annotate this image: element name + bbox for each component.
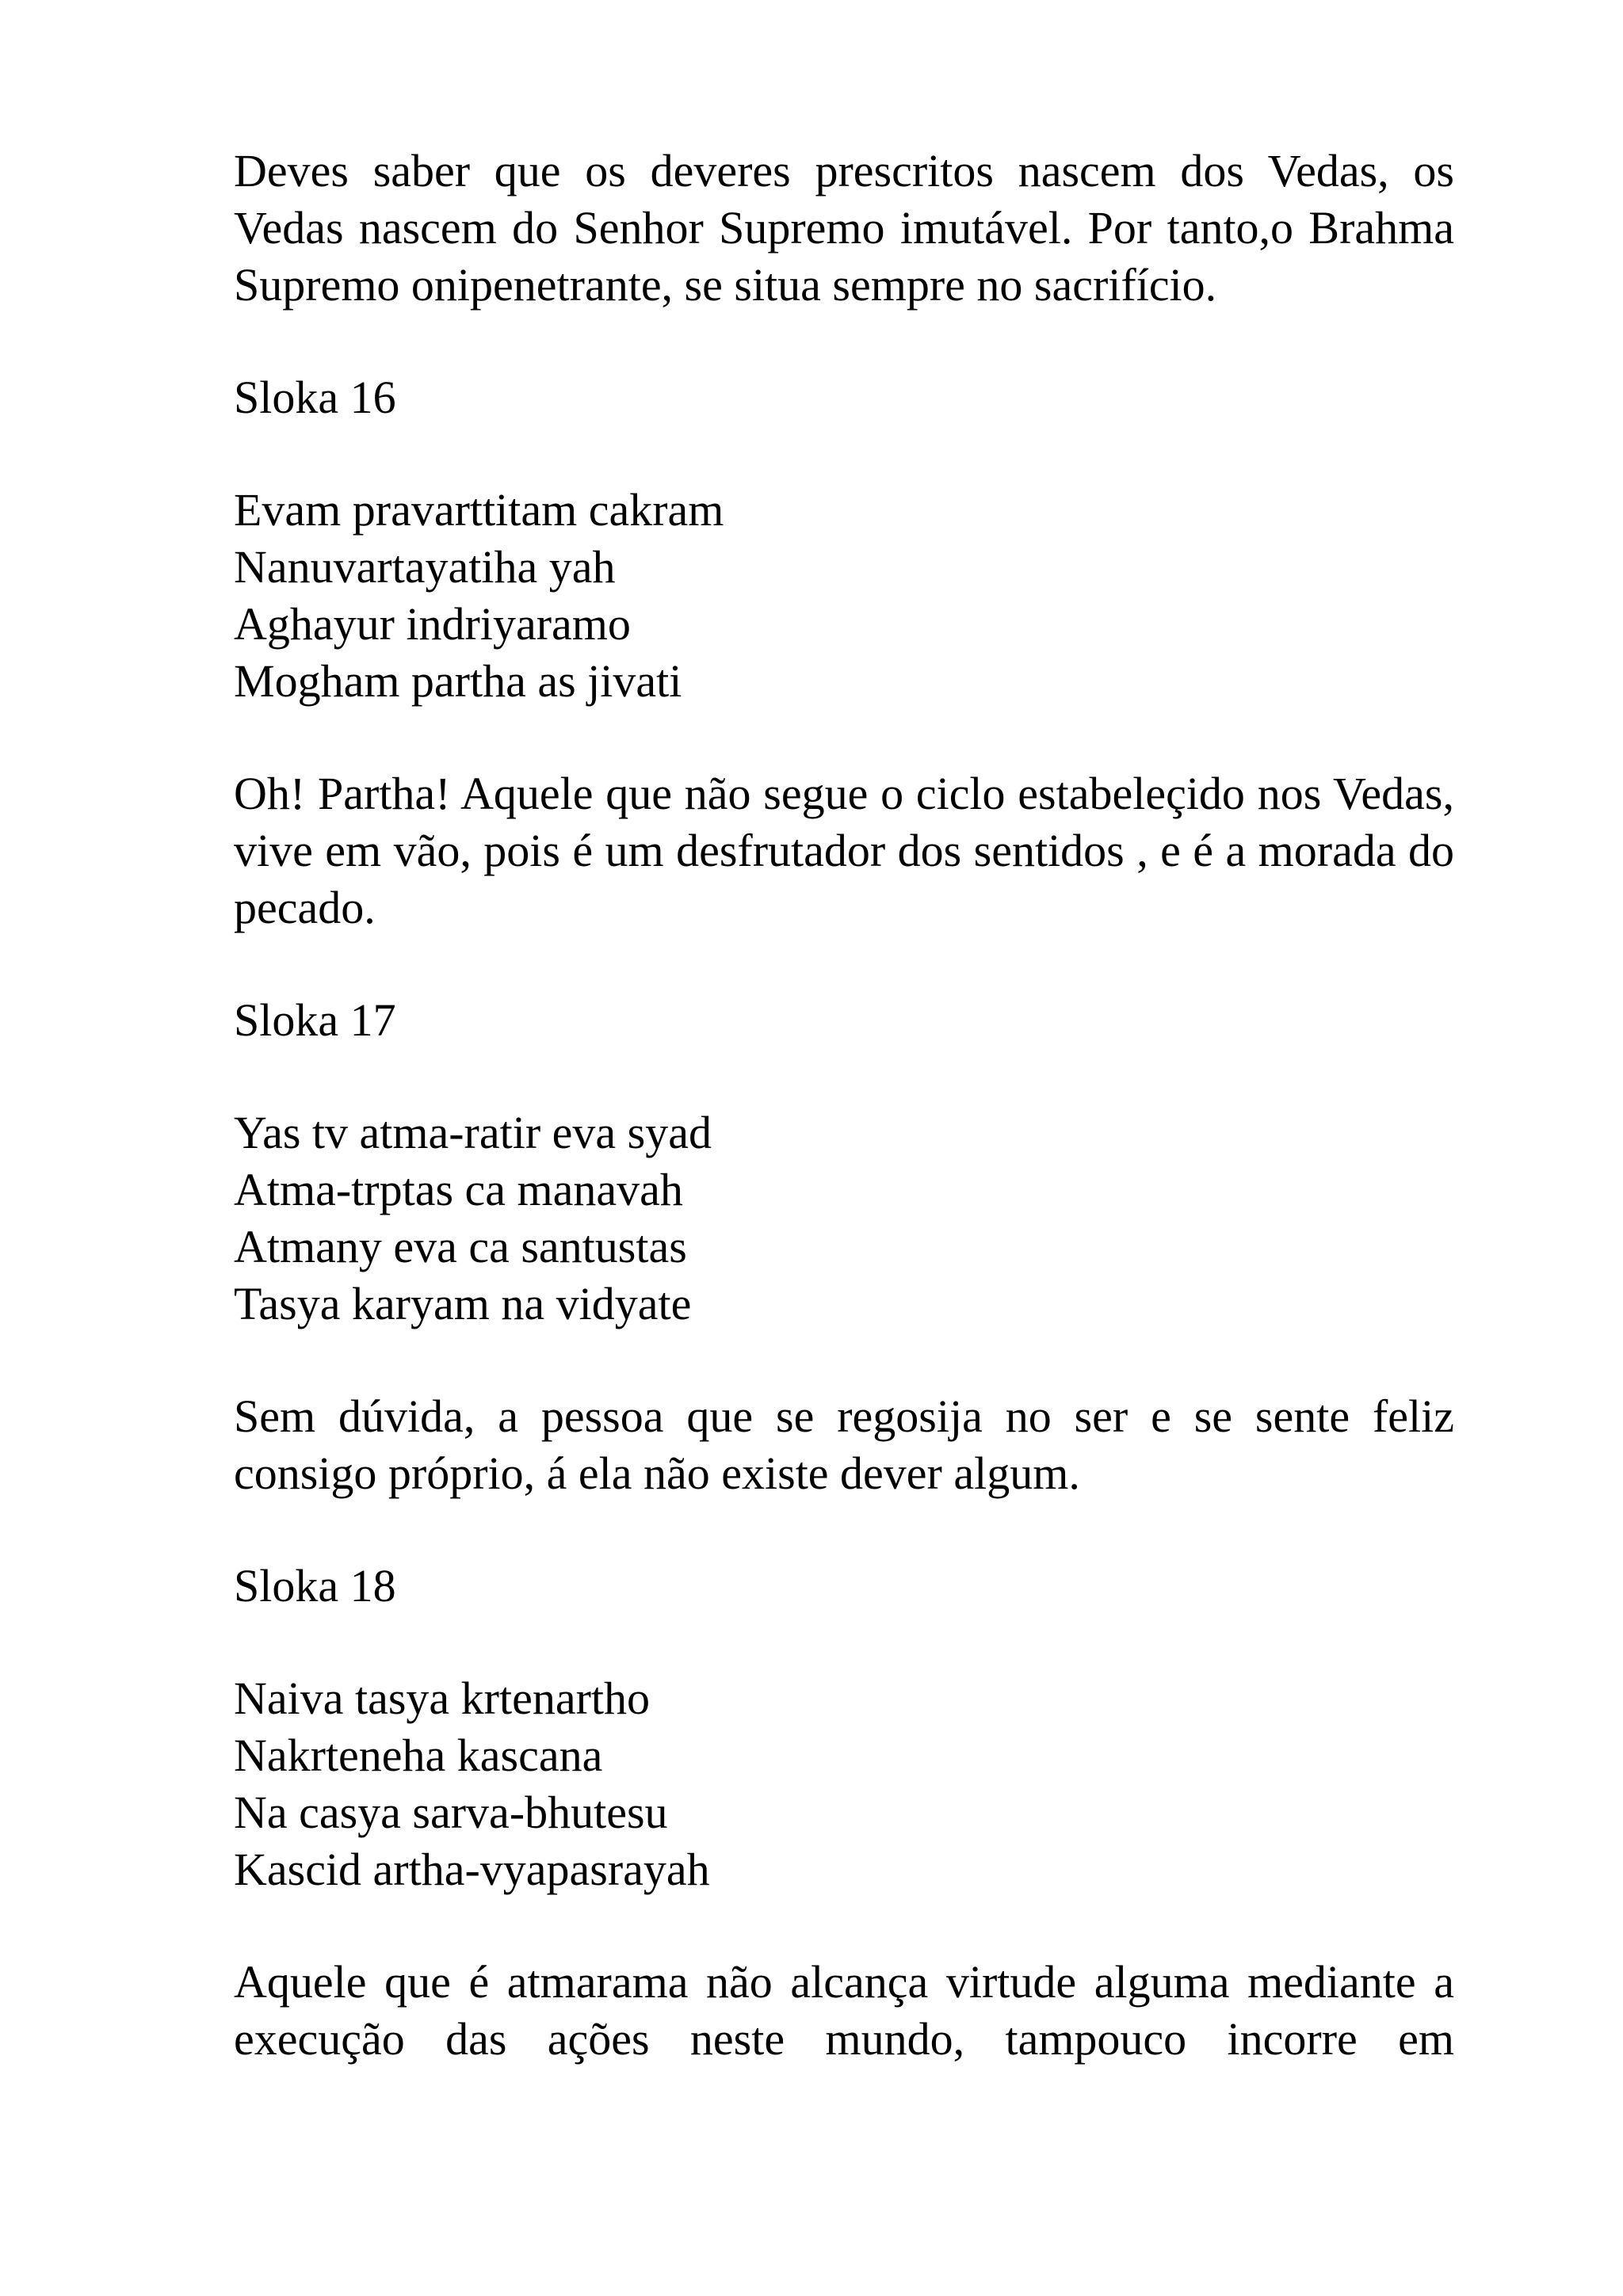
verse-line: Naiva tasya krtenartho [234, 1672, 651, 1724]
sloka-16-heading: Sloka 16 [234, 372, 396, 423]
verse-line: Na casya sarva-bhutesu [234, 1787, 668, 1838]
sloka-18-heading: Sloka 18 [234, 1560, 396, 1611]
verse-line: Aghayur indriyaramo [234, 598, 631, 650]
sloka-17-heading: Sloka 17 [234, 994, 396, 1046]
verse-line: Nakrteneha kascana [234, 1730, 603, 1781]
verse-line: Tasya karyam na vidyate [234, 1278, 692, 1329]
sloka-16-verse [234, 482, 1454, 710]
verse-line: Evam pravarttitam cakram [234, 484, 724, 536]
verse-line: Atmany eva ca santustas [234, 1221, 687, 1272]
sloka-18-verse [234, 1670, 1454, 1898]
verse-line: Mogham partha as jivati [234, 655, 682, 707]
document-page [234, 143, 1454, 2068]
verse-line: Yas tv atma-ratir eva syad [234, 1107, 712, 1158]
verse-line: Nanuvartayatiha yah [234, 541, 616, 593]
paragraph-atmarama: Aquele que é atmarama não alcança virtude alguma mediante a execução das ações neste mundo, tampouco incorre em [234, 1956, 1454, 2065]
sloka-17-verse [234, 1104, 1454, 1333]
verse-line: Kascid artha-vyapasrayah [234, 1844, 710, 1895]
verse-line: Atma-trptas ca manavah [234, 1164, 683, 1215]
paragraph-partha: Oh! Partha! Aquele que não segue o ciclo estabeleçido nos Vedas, vive em vão, pois é um desfrutador dos sentidos , e é a morada do pecado. [234, 768, 1454, 933]
paragraph-vedas-duties: Deves saber que os deveres prescritos nascem dos Vedas, os Vedas nascem do Senhor Supremo imutável. Por tanto,o Brahma Supremo onipenetrante, se situa sempre no sacrifício. [234, 145, 1454, 311]
paragraph-self-satisfied: Sem dúvida, a pessoa que se regosija no ser e se sente feliz consigo próprio, á ela não existe dever algum. [234, 1390, 1454, 1499]
